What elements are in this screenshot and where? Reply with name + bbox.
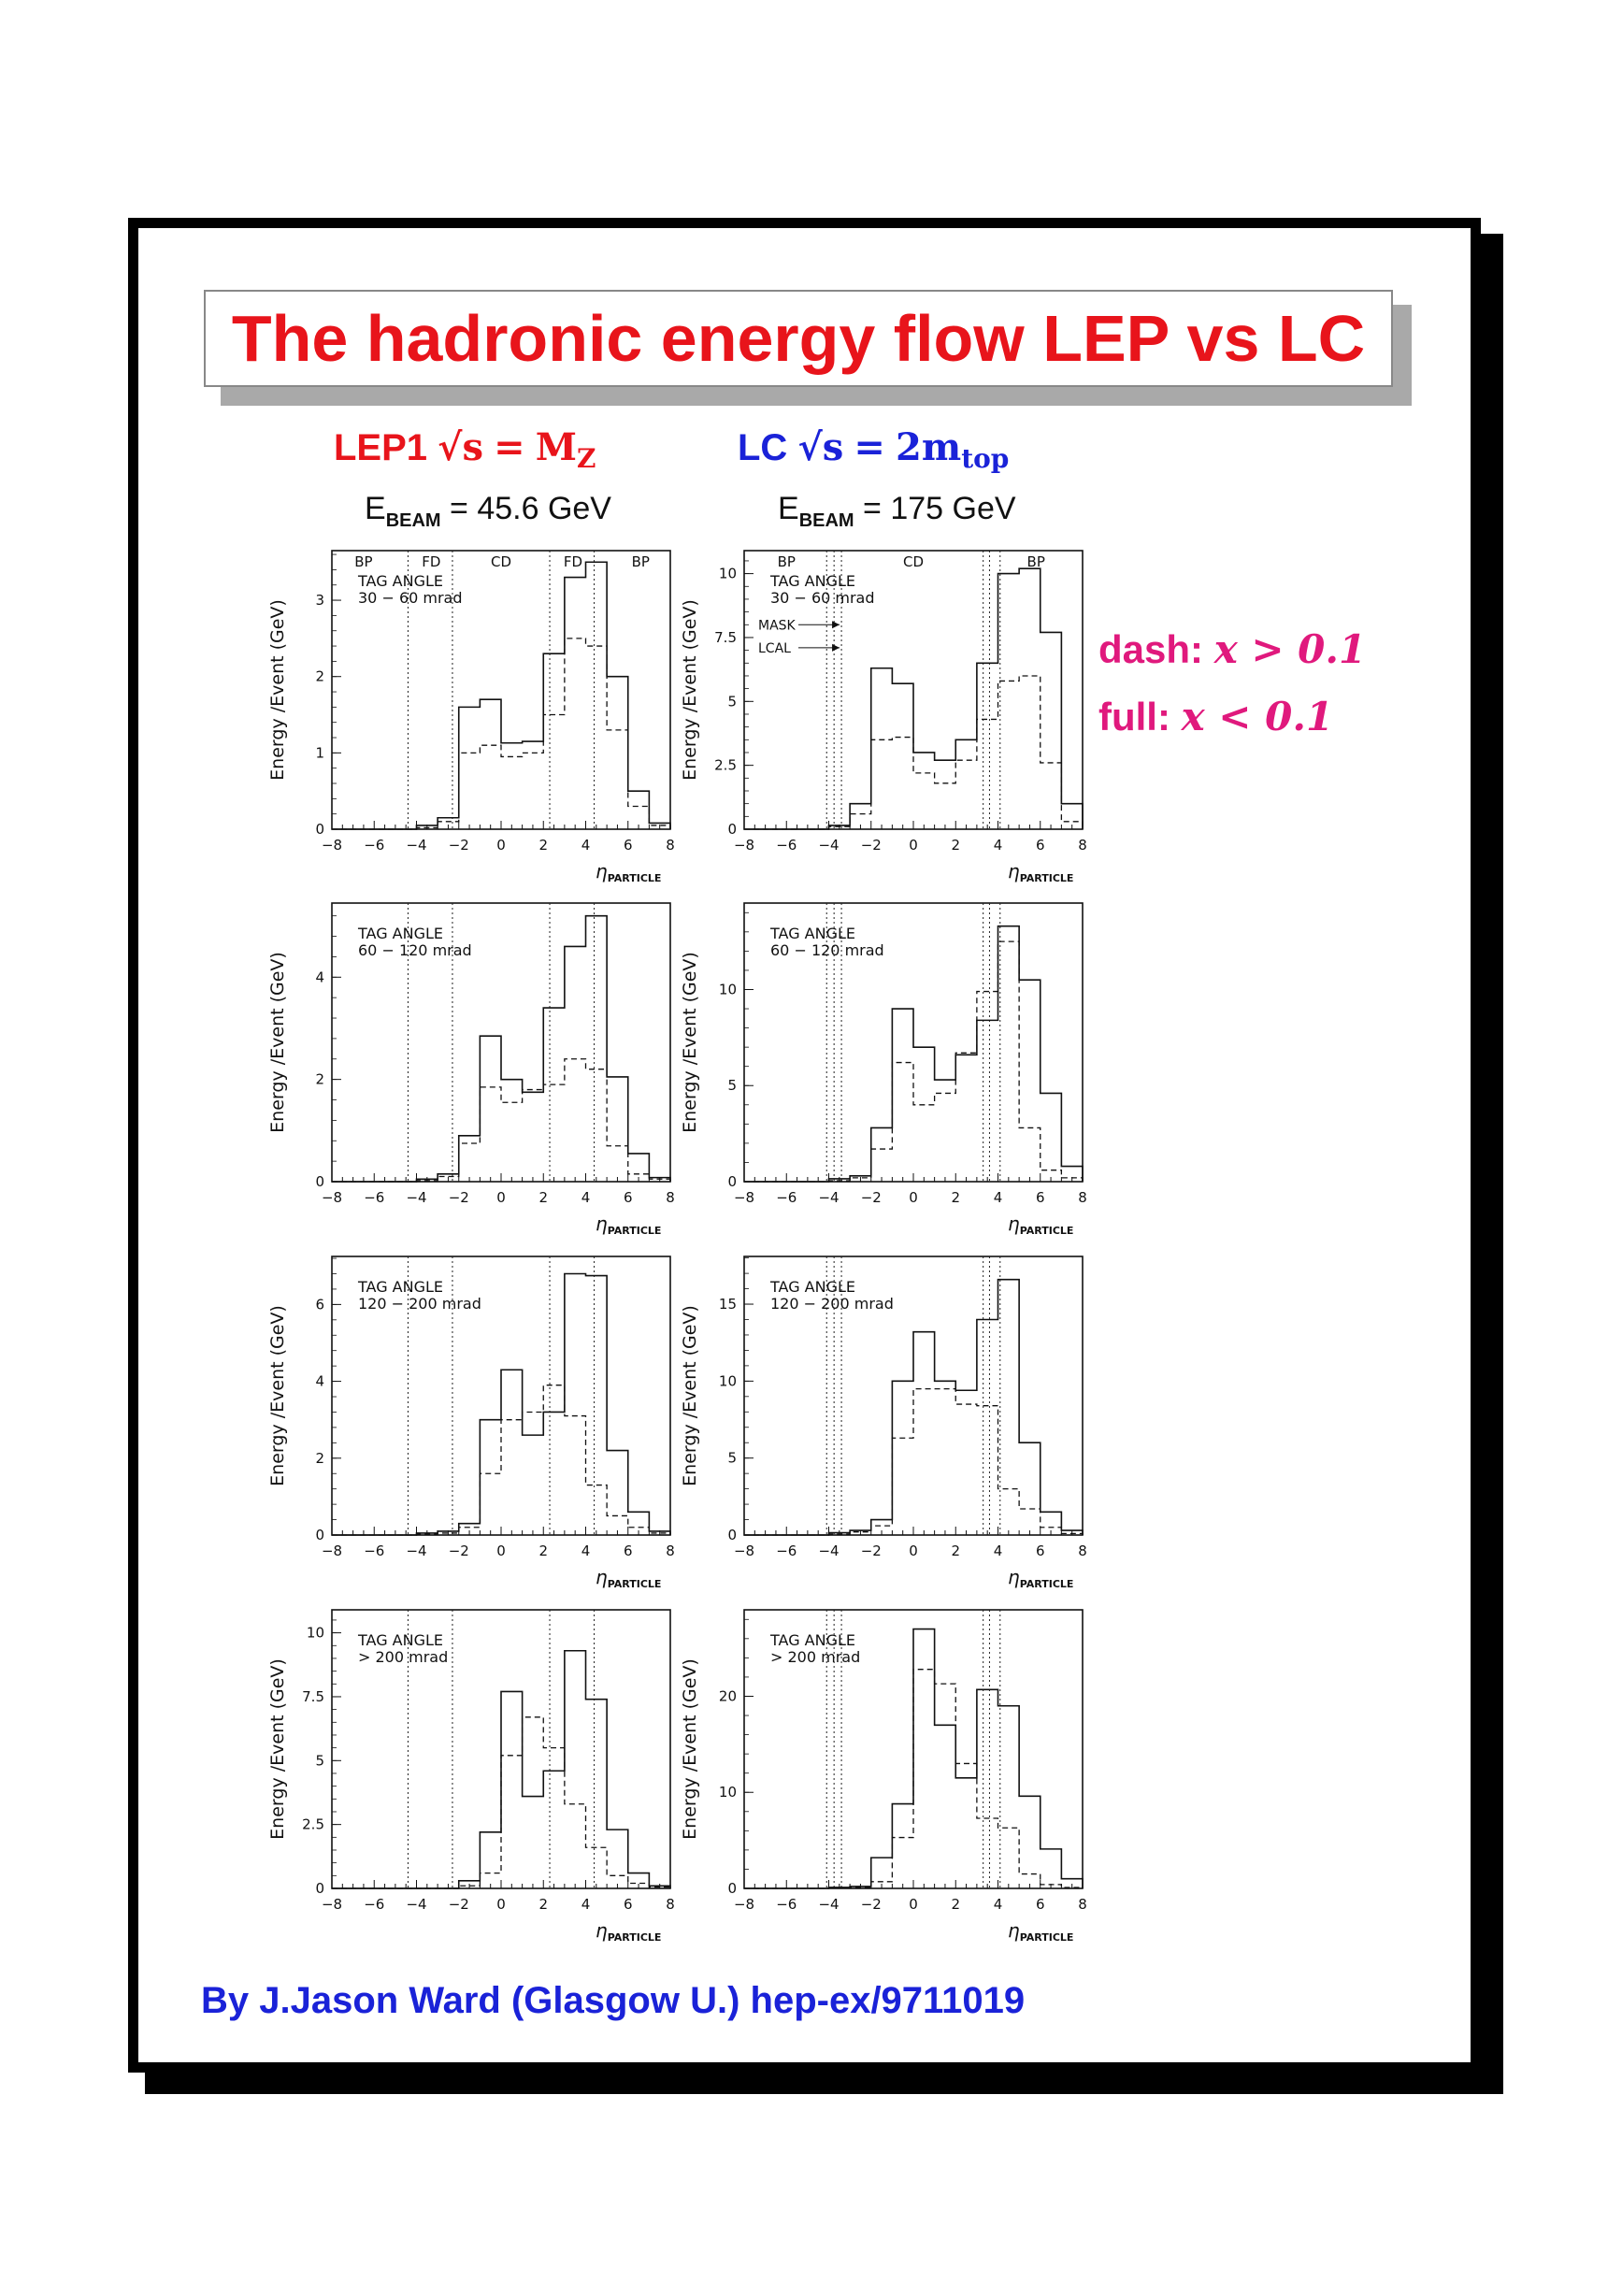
histogram-panel <box>680 1256 1087 1590</box>
full-series <box>744 1280 1083 1535</box>
region-label: FD <box>422 553 441 570</box>
x-tick-label: 2 <box>951 1189 961 1206</box>
x-tick-label: −4 <box>406 837 427 854</box>
formula-lhs-lc: √s <box>797 425 844 469</box>
x-tick-label: −2 <box>448 1896 469 1913</box>
formula-rhs-lep1: M <box>535 425 578 469</box>
y-tick-label: 5 <box>315 1752 324 1770</box>
x-tick-label: 8 <box>1078 1896 1087 1913</box>
x-tick-label: 4 <box>581 1189 591 1206</box>
x-tick-label: 4 <box>993 1189 1003 1206</box>
x-axis-label: $\eta_{PARTICLE}$ <box>596 860 662 884</box>
histogram-panel <box>680 903 1087 1237</box>
formula-sub-lc: top <box>961 443 1010 474</box>
x-tick-label: −8 <box>321 1896 343 1913</box>
x-tick-label: −2 <box>448 1543 469 1559</box>
y-tick-label: 10 <box>718 565 737 582</box>
x-tick-label: −4 <box>818 1543 840 1559</box>
x-tick-label: −6 <box>364 1896 385 1913</box>
x-tick-label: 0 <box>496 837 506 854</box>
x-tick-label: 2 <box>951 1896 961 1913</box>
x-tick-label: −6 <box>364 837 385 854</box>
x-axis-label: $\eta_{PARTICLE}$ <box>596 1919 662 1944</box>
ebeam-value-lc: = 175 GeV <box>863 491 1016 526</box>
histogram-panel <box>267 1610 675 1944</box>
x-tick-label: −6 <box>776 837 797 854</box>
tag-angle-label: TAG ANGLE <box>770 1278 856 1296</box>
y-tick-label: 0 <box>315 821 324 838</box>
tag-angle-label: > 200 mrad <box>770 1648 861 1666</box>
region-label: BP <box>354 553 373 570</box>
formula-eq-lc: = <box>854 425 885 469</box>
full-series <box>744 568 1083 829</box>
legend-full-cond: x < 0.1 <box>1181 694 1334 739</box>
full-series <box>332 1651 670 1888</box>
tag-angle-label: 60 − 120 mrad <box>358 941 472 959</box>
tag-angle-label: TAG ANGLE <box>358 1278 444 1296</box>
x-tick-label: 8 <box>666 1189 675 1206</box>
x-tick-label: 2 <box>951 1543 961 1559</box>
x-tick-label: 6 <box>1035 837 1045 854</box>
tag-angle-label: 60 − 120 mrad <box>770 941 884 959</box>
y-axis-label: Energy /Event (GeV) <box>267 1305 288 1486</box>
credit-line: By J.Jason Ward (Glasgow U.) hep-ex/9711019 <box>201 1980 1026 2021</box>
arrow-head <box>832 621 840 628</box>
x-tick-label: −2 <box>860 1543 882 1559</box>
y-tick-label: 0 <box>727 821 737 838</box>
tag-angle-label: 30 − 60 mrad <box>358 589 463 607</box>
x-tick-label: −8 <box>733 837 755 854</box>
x-tick-label: 8 <box>1078 1189 1087 1206</box>
x-tick-label: 6 <box>1035 1543 1045 1559</box>
y-tick-label: 6 <box>315 1296 324 1313</box>
x-tick-label: 4 <box>581 1543 591 1559</box>
full-series <box>332 1273 670 1535</box>
formula-sub-lep1: Z <box>577 443 596 474</box>
y-tick-label: 4 <box>315 969 324 986</box>
y-tick-label: 10 <box>718 981 737 998</box>
x-tick-label: 6 <box>623 1543 633 1559</box>
tag-angle-label: TAG ANGLE <box>770 572 856 590</box>
x-tick-label: 4 <box>581 837 591 854</box>
y-axis-label: Energy /Event (GeV) <box>267 599 288 781</box>
x-axis-label: $\eta_{PARTICLE}$ <box>596 1213 662 1237</box>
y-tick-label: 0 <box>315 1527 324 1543</box>
tag-angle-label: TAG ANGLE <box>770 1631 856 1649</box>
ebeam-sub-lep1: BEAM <box>385 510 441 531</box>
x-tick-label: −2 <box>448 1189 469 1206</box>
x-tick-label: 4 <box>993 837 1003 854</box>
legend-dash-cond: x > 0.1 <box>1213 626 1367 672</box>
y-axis-label: Energy /Event (GeV) <box>680 599 700 781</box>
y-tick-label: 0 <box>315 1173 324 1190</box>
x-tick-label: 0 <box>909 1543 918 1559</box>
tag-angle-label: > 200 mrad <box>358 1648 449 1666</box>
x-tick-label: 0 <box>496 1896 506 1913</box>
x-tick-label: −8 <box>321 1543 343 1559</box>
full-series <box>744 926 1083 1182</box>
tag-angle-label: TAG ANGLE <box>358 925 444 942</box>
dashed-series <box>744 1389 1083 1535</box>
histogram-panel <box>267 1256 675 1590</box>
x-tick-label: 8 <box>1078 1543 1087 1559</box>
y-tick-label: 0 <box>727 1527 737 1543</box>
y-tick-label: 4 <box>315 1372 324 1390</box>
tag-angle-label: TAG ANGLE <box>770 925 856 942</box>
arrow-label: LCAL <box>758 640 791 656</box>
x-tick-label: −4 <box>818 1896 840 1913</box>
x-axis-label: $\eta_{PARTICLE}$ <box>596 1566 662 1590</box>
x-tick-label: −4 <box>818 1189 840 1206</box>
x-tick-label: −2 <box>860 1189 882 1206</box>
column-label-lep1: LEP1 <box>334 427 428 468</box>
tag-angle-label: TAG ANGLE <box>358 572 444 590</box>
x-tick-label: 0 <box>496 1543 506 1559</box>
formula-eq-lep1: = <box>494 425 525 469</box>
x-tick-label: 2 <box>538 1896 549 1913</box>
region-label: BP <box>631 553 650 570</box>
tag-angle-label: 120 − 200 mrad <box>770 1295 894 1313</box>
y-tick-label: 2.5 <box>302 1815 324 1833</box>
region-label: BP <box>777 553 796 570</box>
region-label: CD <box>490 553 512 570</box>
ebeam-sub-lc: BEAM <box>798 510 854 531</box>
dashed-series <box>744 941 1083 1182</box>
region-label: FD <box>563 553 583 570</box>
x-tick-label: 6 <box>623 837 633 854</box>
x-tick-label: 6 <box>1035 1896 1045 1913</box>
x-tick-label: 4 <box>993 1896 1003 1913</box>
x-tick-label: −8 <box>733 1543 755 1559</box>
x-tick-label: −4 <box>406 1543 427 1559</box>
y-tick-label: 2 <box>315 667 324 685</box>
x-axis-label: $\eta_{PARTICLE}$ <box>1008 860 1074 884</box>
x-tick-label: −2 <box>448 837 469 854</box>
x-tick-label: −8 <box>321 1189 343 1206</box>
y-tick-label: 3 <box>315 592 324 610</box>
x-tick-label: −6 <box>364 1189 385 1206</box>
arrow-label: MASK <box>758 618 796 634</box>
y-axis-label: Energy /Event (GeV) <box>680 1658 700 1840</box>
y-tick-label: 2 <box>315 1070 324 1088</box>
x-tick-label: 2 <box>538 1189 549 1206</box>
histogram-panel <box>267 903 675 1237</box>
y-tick-label: 0 <box>727 1880 737 1897</box>
y-tick-label: 0 <box>315 1880 324 1897</box>
y-axis-label: Energy /Event (GeV) <box>680 1305 700 1486</box>
y-axis-label: Energy /Event (GeV) <box>267 1658 288 1840</box>
x-tick-label: −8 <box>733 1896 755 1913</box>
x-tick-label: −8 <box>321 837 343 854</box>
x-tick-label: 6 <box>623 1896 633 1913</box>
legend-full-label: full: <box>1098 695 1170 739</box>
x-tick-label: 2 <box>951 837 961 854</box>
x-tick-label: 8 <box>666 1543 675 1559</box>
x-tick-label: 8 <box>666 1896 675 1913</box>
y-tick-label: 0 <box>727 1173 737 1190</box>
x-tick-label: −6 <box>776 1543 797 1559</box>
y-tick-label: 2 <box>315 1449 324 1467</box>
histogram-panel <box>267 551 675 884</box>
tag-angle-label: 120 − 200 mrad <box>358 1295 481 1313</box>
region-label: CD <box>902 553 925 570</box>
ebeam-prefix-lep1: E <box>365 491 386 526</box>
x-tick-label: −6 <box>776 1896 797 1913</box>
x-tick-label: −8 <box>733 1189 755 1206</box>
x-axis-label: $\eta_{PARTICLE}$ <box>1008 1919 1074 1944</box>
y-tick-label: 7.5 <box>714 628 737 646</box>
y-axis-label: Energy /Event (GeV) <box>680 952 700 1133</box>
y-tick-label: 10 <box>306 1624 324 1642</box>
x-tick-label: −2 <box>860 1896 882 1913</box>
x-tick-label: −2 <box>860 837 882 854</box>
x-tick-label: 6 <box>1035 1189 1045 1206</box>
arrow-head <box>832 644 840 652</box>
histogram-panel <box>680 1610 1087 1944</box>
x-tick-label: 8 <box>666 837 675 854</box>
y-tick-label: 7.5 <box>302 1687 324 1705</box>
x-tick-label: 6 <box>623 1189 633 1206</box>
x-axis-label: $\eta_{PARTICLE}$ <box>1008 1566 1074 1590</box>
y-tick-label: 15 <box>718 1296 737 1313</box>
x-tick-label: 0 <box>496 1189 506 1206</box>
x-tick-label: −4 <box>406 1896 427 1913</box>
formula-lhs-lep1: √s <box>438 425 483 469</box>
histogram-panel <box>680 551 1087 884</box>
ebeam-prefix-lc: E <box>778 491 799 526</box>
x-tick-label: −6 <box>776 1189 797 1206</box>
page-title: The hadronic energy flow LEP vs LC <box>231 302 1366 375</box>
y-tick-label: 5 <box>727 693 737 710</box>
x-tick-label: −6 <box>364 1543 385 1559</box>
y-tick-label: 2.5 <box>714 756 737 774</box>
x-axis-label: $\eta_{PARTICLE}$ <box>1008 1213 1074 1237</box>
ebeam-value-lep1: = 45.6 GeV <box>450 491 611 526</box>
x-tick-label: 8 <box>1078 837 1087 854</box>
legend-dash-label: dash: <box>1098 627 1204 671</box>
y-tick-label: 10 <box>718 1784 737 1801</box>
x-tick-label: 2 <box>538 1543 549 1559</box>
tag-angle-label: 30 − 60 mrad <box>770 589 875 607</box>
x-tick-label: 4 <box>581 1896 591 1913</box>
y-tick-label: 10 <box>718 1372 737 1390</box>
full-series <box>744 1629 1083 1888</box>
x-tick-label: 0 <box>909 837 918 854</box>
formula-rhs-lc: 2m <box>896 425 962 469</box>
tag-angle-label: TAG ANGLE <box>358 1631 444 1649</box>
x-tick-label: −4 <box>818 837 840 854</box>
x-tick-label: 4 <box>993 1543 1003 1559</box>
y-axis-label: Energy /Event (GeV) <box>267 952 288 1133</box>
y-tick-label: 5 <box>727 1449 737 1467</box>
y-tick-label: 20 <box>718 1687 737 1705</box>
x-tick-label: 0 <box>909 1189 918 1206</box>
y-tick-label: 1 <box>315 744 324 762</box>
x-tick-label: −4 <box>406 1189 427 1206</box>
x-tick-label: 2 <box>538 837 549 854</box>
y-tick-label: 5 <box>727 1077 737 1095</box>
column-label-lc: LC <box>738 427 788 468</box>
region-label: BP <box>1026 553 1045 570</box>
x-tick-label: 0 <box>909 1896 918 1913</box>
